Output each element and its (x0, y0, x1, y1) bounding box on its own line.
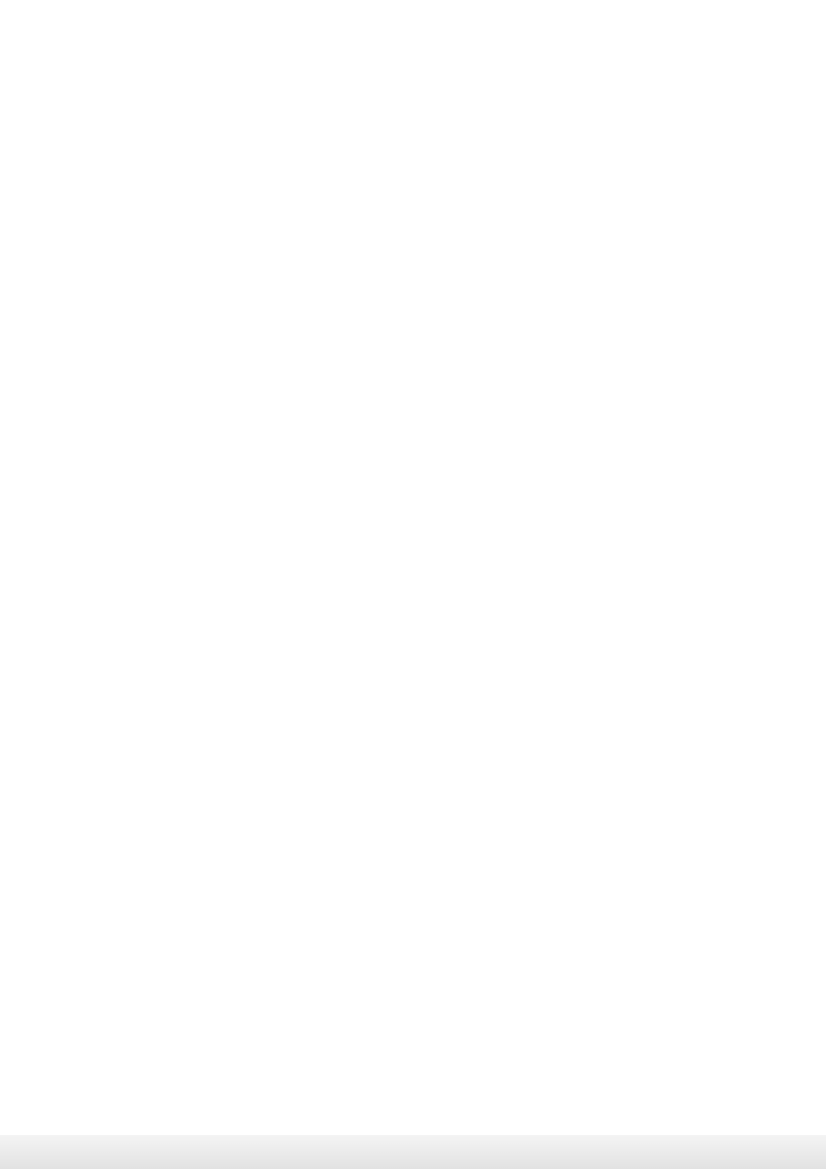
source-line (40, 110, 52, 124)
chord-diagram-strip (40, 1056, 290, 1128)
song-title-bar (40, 42, 66, 68)
hear-line (40, 82, 44, 97)
chord-diagrams (40, 1056, 290, 1128)
footer-banner (0, 1135, 826, 1169)
